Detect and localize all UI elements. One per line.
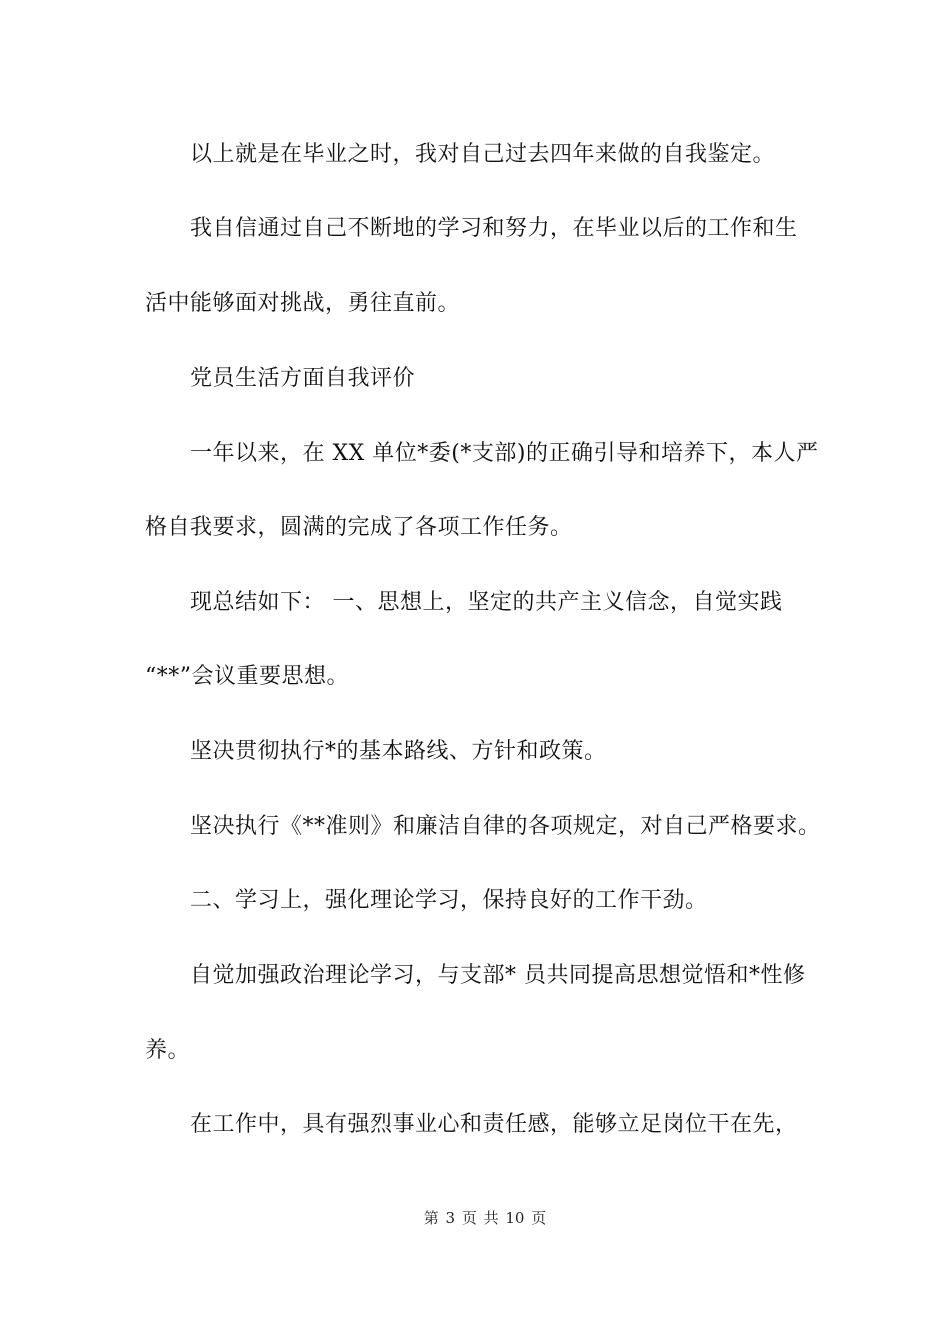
- paragraph-line: 坚决执行《**准则》和廉洁自律的各项规定，对自己严格要求。: [190, 814, 821, 839]
- paragraph-line: 养。: [145, 1038, 191, 1063]
- page-footer: [0, 1208, 950, 1228]
- paragraph-line: “**”会议重要思想。: [145, 664, 349, 689]
- paragraph-line: 一年以来，在 XX 单位*委(*支部)的正确引导和培养下，本人严: [190, 441, 819, 466]
- paragraph-line: 在工作中，具有强烈事业心和责任感，能够立足岗位干在先，: [190, 1112, 798, 1137]
- paragraph-line: 格自我要求，圆满的完成了各项工作任务。: [145, 515, 573, 540]
- paragraph-line: 活中能够面对挑战，勇往直前。: [145, 291, 461, 316]
- page-number: 第 3 页 共 10 页: [423, 1209, 547, 1227]
- paragraph-line: 二、学习上，强化理论学习，保持良好的工作干劲。: [190, 888, 708, 913]
- paragraph-line: 以上就是在毕业之时，我对自己过去四年来做的自我鉴定。: [190, 142, 776, 167]
- paragraph-line: 我自信通过自己不断地的学习和努力，在毕业以后的工作和生: [190, 216, 798, 241]
- paragraph-line: 现总结如下： 一、思想上，坚定的共产主义信念，自觉实践: [190, 590, 783, 615]
- paragraph-line: 坚决贯彻执行*的基本路线、方针和政策。: [190, 739, 607, 764]
- section-heading: 党员生活方面自我评价: [190, 366, 416, 391]
- paragraph-line: 自觉加强政治理论学习，与支部* 员共同提高思想觉悟和*性修: [190, 963, 806, 988]
